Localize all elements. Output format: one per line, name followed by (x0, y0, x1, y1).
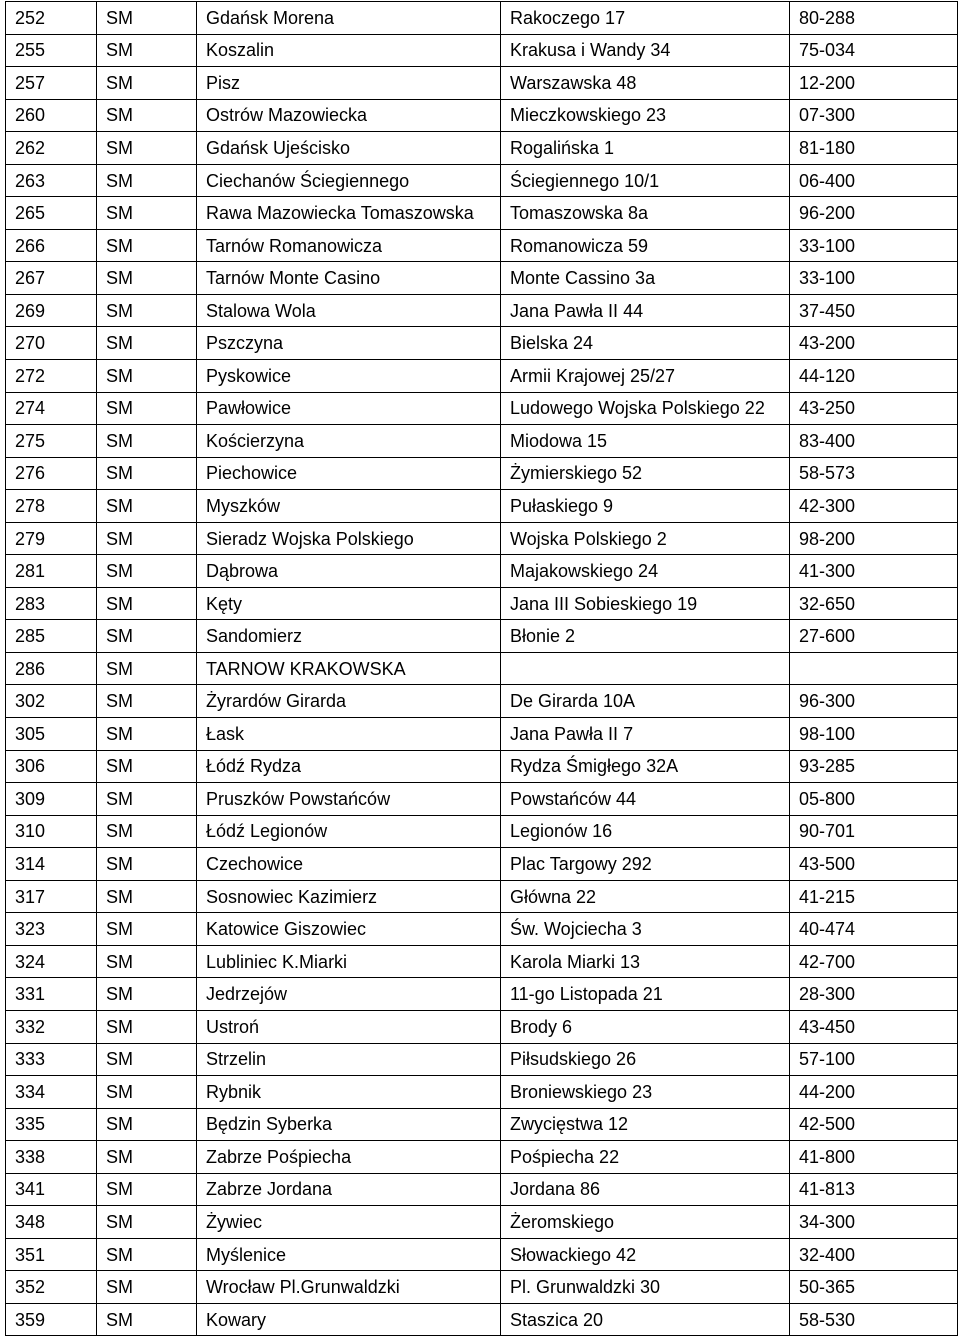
table-row (6, 913, 958, 946)
store-address-cell: Pośpiecha 22 (501, 1141, 790, 1174)
postal-code-cell: 83-400 (790, 425, 958, 458)
store-name-cell: Myszków (197, 490, 501, 523)
table-row (6, 522, 958, 555)
table-row (6, 587, 958, 620)
table-row (6, 457, 958, 490)
postal-code-cell: 41-800 (790, 1141, 958, 1174)
store-address-cell: Żeromskiego (501, 1206, 790, 1239)
store-id-cell: 279 (6, 522, 97, 555)
postal-code-cell: 37-450 (790, 294, 958, 327)
table-row (6, 229, 958, 262)
postal-code-cell: 93-285 (790, 750, 958, 783)
postal-code-cell: 05-800 (790, 783, 958, 816)
store-name-cell: Pawłowice (197, 392, 501, 425)
store-address-cell: Brody 6 (501, 1010, 790, 1043)
store-id-cell: 262 (6, 132, 97, 165)
store-type-cell: SM (97, 945, 197, 978)
postal-code-cell: 42-300 (790, 490, 958, 523)
store-name-cell: Sandomierz (197, 620, 501, 653)
store-id-cell: 255 (6, 34, 97, 67)
table-row (6, 360, 958, 393)
store-address-cell: Broniewskiego 23 (501, 1076, 790, 1109)
store-name-cell: Ostrów Mazowiecka (197, 99, 501, 132)
store-address-cell: Powstańców 44 (501, 783, 790, 816)
store-address-cell: Główna 22 (501, 880, 790, 913)
store-name-cell: Myślenice (197, 1238, 501, 1271)
postal-code-cell: 58-530 (790, 1303, 958, 1336)
store-id-cell: 305 (6, 718, 97, 751)
store-id-cell: 310 (6, 815, 97, 848)
store-type-cell: SM (97, 490, 197, 523)
store-id-cell: 338 (6, 1141, 97, 1174)
store-id-cell: 265 (6, 197, 97, 230)
store-address-cell: Tomaszowska 8a (501, 197, 790, 230)
postal-code-cell: 96-200 (790, 197, 958, 230)
store-type-cell: SM (97, 848, 197, 881)
store-id-cell: 348 (6, 1206, 97, 1239)
store-address-cell: Jana III Sobieskiego 19 (501, 587, 790, 620)
store-id-cell: 306 (6, 750, 97, 783)
store-id-cell: 272 (6, 360, 97, 393)
store-type-cell: SM (97, 783, 197, 816)
store-address-cell: De Girarda 10A (501, 685, 790, 718)
store-name-cell: Kowary (197, 1303, 501, 1336)
store-address-cell: Wojska Polskiego 2 (501, 522, 790, 555)
store-type-cell: SM (97, 718, 197, 751)
table-row (6, 880, 958, 913)
store-name-cell: Łódź Legionów (197, 815, 501, 848)
store-address-cell: Warszawska 48 (501, 67, 790, 100)
store-name-cell: Tarnów Romanowicza (197, 229, 501, 262)
postal-code-cell: 58-573 (790, 457, 958, 490)
table-row (6, 34, 958, 67)
store-table-body (6, 2, 958, 1336)
table-row (6, 1238, 958, 1271)
store-name-cell: Żywiec (197, 1206, 501, 1239)
store-address-cell: Karola Miarki 13 (501, 945, 790, 978)
store-address-cell: Armii Krajowej 25/27 (501, 360, 790, 393)
store-address-cell: Plac Targowy 292 (501, 848, 790, 881)
store-id-cell: 351 (6, 1238, 97, 1271)
table-row (6, 718, 958, 751)
store-address-cell: Legionów 16 (501, 815, 790, 848)
table-row (6, 848, 958, 881)
postal-code-cell: 32-650 (790, 587, 958, 620)
table-row (6, 327, 958, 360)
store-id-cell: 283 (6, 587, 97, 620)
table-row (6, 294, 958, 327)
table-row (6, 555, 958, 588)
postal-code-cell: 27-600 (790, 620, 958, 653)
store-type-cell: SM (97, 164, 197, 197)
store-id-cell: 341 (6, 1173, 97, 1206)
store-type-cell: SM (97, 815, 197, 848)
postal-code-cell (790, 652, 958, 685)
table-row (6, 620, 958, 653)
store-type-cell: SM (97, 99, 197, 132)
store-type-cell: SM (97, 1206, 197, 1239)
store-type-cell: SM (97, 522, 197, 555)
store-table (5, 1, 958, 1336)
store-id-cell: 333 (6, 1043, 97, 1076)
table-row (6, 783, 958, 816)
store-type-cell: SM (97, 913, 197, 946)
postal-code-cell: 32-400 (790, 1238, 958, 1271)
store-type-cell: SM (97, 1010, 197, 1043)
postal-code-cell: 41-813 (790, 1173, 958, 1206)
store-id-cell: 278 (6, 490, 97, 523)
table-row (6, 1076, 958, 1109)
store-type-cell: SM (97, 1043, 197, 1076)
table-row (6, 262, 958, 295)
store-name-cell: Pszczyna (197, 327, 501, 360)
table-row (6, 67, 958, 100)
table-row (6, 197, 958, 230)
store-type-cell: SM (97, 392, 197, 425)
store-address-cell: Jana Pawła II 7 (501, 718, 790, 751)
table-row (6, 1303, 958, 1336)
postal-code-cell: 42-700 (790, 945, 958, 978)
store-id-cell: 309 (6, 783, 97, 816)
store-type-cell: SM (97, 1238, 197, 1271)
store-id-cell: 352 (6, 1271, 97, 1304)
store-address-cell: Krakusa i Wandy 34 (501, 34, 790, 67)
postal-code-cell: 43-450 (790, 1010, 958, 1043)
store-id-cell: 324 (6, 945, 97, 978)
store-name-cell: Łask (197, 718, 501, 751)
store-name-cell: Łódź Rydza (197, 750, 501, 783)
store-name-cell: TARNOW KRAKOWSKA (197, 652, 501, 685)
postal-code-cell: 90-701 (790, 815, 958, 848)
store-id-cell: 302 (6, 685, 97, 718)
store-name-cell: Będzin Syberka (197, 1108, 501, 1141)
postal-code-cell: 81-180 (790, 132, 958, 165)
table-row (6, 132, 958, 165)
store-type-cell: SM (97, 327, 197, 360)
store-type-cell: SM (97, 1303, 197, 1336)
store-address-cell: Bielska 24 (501, 327, 790, 360)
store-name-cell: Kęty (197, 587, 501, 620)
postal-code-cell: 06-400 (790, 164, 958, 197)
table-row (6, 1206, 958, 1239)
store-name-cell: Lubliniec K.Miarki (197, 945, 501, 978)
table-row (6, 652, 958, 685)
store-address-cell: Staszica 20 (501, 1303, 790, 1336)
store-id-cell: 274 (6, 392, 97, 425)
store-type-cell: SM (97, 978, 197, 1011)
table-row (6, 1010, 958, 1043)
table-row (6, 750, 958, 783)
table-row (6, 99, 958, 132)
store-type-cell: SM (97, 197, 197, 230)
table-row (6, 392, 958, 425)
store-name-cell: Pruszków Powstańców (197, 783, 501, 816)
table-row (6, 1271, 958, 1304)
postal-code-cell: 98-100 (790, 718, 958, 751)
store-type-cell: SM (97, 132, 197, 165)
store-address-cell: Św. Wojciecha 3 (501, 913, 790, 946)
store-type-cell: SM (97, 555, 197, 588)
store-type-cell: SM (97, 750, 197, 783)
postal-code-cell: 33-100 (790, 262, 958, 295)
postal-code-cell: 40-474 (790, 913, 958, 946)
store-type-cell: SM (97, 262, 197, 295)
table-row (6, 2, 958, 35)
postal-code-cell: 50-365 (790, 1271, 958, 1304)
store-address-cell: Romanowicza 59 (501, 229, 790, 262)
store-id-cell: 334 (6, 1076, 97, 1109)
store-type-cell: SM (97, 34, 197, 67)
store-id-cell: 286 (6, 652, 97, 685)
store-address-cell: Rakoczego 17 (501, 2, 790, 35)
postal-code-cell: 43-500 (790, 848, 958, 881)
store-address-cell: Ludowego Wojska Polskiego 22 (501, 392, 790, 425)
store-name-cell: Gdańsk Morena (197, 2, 501, 35)
table-row (6, 978, 958, 1011)
store-type-cell: SM (97, 620, 197, 653)
postal-code-cell: 07-300 (790, 99, 958, 132)
store-address-cell: Ściegiennego 10/1 (501, 164, 790, 197)
store-address-cell: Piłsudskiego 26 (501, 1043, 790, 1076)
store-name-cell: Sieradz Wojska Polskiego (197, 522, 501, 555)
store-address-cell (501, 652, 790, 685)
table-row (6, 1108, 958, 1141)
store-id-cell: 323 (6, 913, 97, 946)
postal-code-cell: 44-200 (790, 1076, 958, 1109)
store-type-cell: SM (97, 229, 197, 262)
postal-code-cell: 28-300 (790, 978, 958, 1011)
store-name-cell: Katowice Giszowiec (197, 913, 501, 946)
postal-code-cell: 42-500 (790, 1108, 958, 1141)
store-type-cell: SM (97, 880, 197, 913)
store-address-cell: Błonie 2 (501, 620, 790, 653)
store-type-cell: SM (97, 425, 197, 458)
store-id-cell: 359 (6, 1303, 97, 1336)
store-name-cell: Piechowice (197, 457, 501, 490)
store-type-cell: SM (97, 1108, 197, 1141)
postal-code-cell: 43-250 (790, 392, 958, 425)
store-type-cell: SM (97, 685, 197, 718)
table-row (6, 425, 958, 458)
store-address-cell: Pułaskiego 9 (501, 490, 790, 523)
store-name-cell: Zabrze Pośpiecha (197, 1141, 501, 1174)
store-id-cell: 285 (6, 620, 97, 653)
store-type-cell: SM (97, 2, 197, 35)
store-type-cell: SM (97, 67, 197, 100)
store-id-cell: 281 (6, 555, 97, 588)
store-address-cell: Żymierskiego 52 (501, 457, 790, 490)
store-address-cell: Majakowskiego 24 (501, 555, 790, 588)
store-name-cell: Rawa Mazowiecka Tomaszowska (197, 197, 501, 230)
store-address-cell: Miodowa 15 (501, 425, 790, 458)
store-type-cell: SM (97, 1173, 197, 1206)
store-address-cell: Zwycięstwa 12 (501, 1108, 790, 1141)
table-row (6, 945, 958, 978)
store-name-cell: Kościerzyna (197, 425, 501, 458)
postal-code-cell: 44-120 (790, 360, 958, 393)
store-id-cell: 263 (6, 164, 97, 197)
store-name-cell: Żyrardów Girarda (197, 685, 501, 718)
store-name-cell: Zabrze Jordana (197, 1173, 501, 1206)
store-type-cell: SM (97, 652, 197, 685)
store-id-cell: 317 (6, 880, 97, 913)
store-id-cell: 252 (6, 2, 97, 35)
store-address-cell: Jana Pawła II 44 (501, 294, 790, 327)
store-type-cell: SM (97, 587, 197, 620)
store-name-cell: Ciechanów Ściegiennego (197, 164, 501, 197)
store-id-cell: 335 (6, 1108, 97, 1141)
store-address-cell: 11-go Listopada 21 (501, 978, 790, 1011)
postal-code-cell: 12-200 (790, 67, 958, 100)
store-name-cell: Pisz (197, 67, 501, 100)
store-id-cell: 331 (6, 978, 97, 1011)
store-id-cell: 260 (6, 99, 97, 132)
store-id-cell: 266 (6, 229, 97, 262)
store-name-cell: Czechowice (197, 848, 501, 881)
store-address-cell: Pl. Grunwaldzki 30 (501, 1271, 790, 1304)
store-type-cell: SM (97, 360, 197, 393)
table-row (6, 1173, 958, 1206)
table-row (6, 490, 958, 523)
table-row (6, 815, 958, 848)
store-address-cell: Rogalińska 1 (501, 132, 790, 165)
table-row (6, 1141, 958, 1174)
store-address-cell: Słowackiego 42 (501, 1238, 790, 1271)
store-name-cell: Rybnik (197, 1076, 501, 1109)
store-name-cell: Wrocław Pl.Grunwaldzki (197, 1271, 501, 1304)
store-name-cell: Strzelin (197, 1043, 501, 1076)
postal-code-cell: 33-100 (790, 229, 958, 262)
postal-code-cell: 57-100 (790, 1043, 958, 1076)
store-id-cell: 270 (6, 327, 97, 360)
store-address-cell: Jordana 86 (501, 1173, 790, 1206)
postal-code-cell: 96-300 (790, 685, 958, 718)
store-type-cell: SM (97, 457, 197, 490)
store-id-cell: 276 (6, 457, 97, 490)
store-type-cell: SM (97, 1271, 197, 1304)
store-name-cell: Dąbrowa (197, 555, 501, 588)
store-name-cell: Tarnów Monte Casino (197, 262, 501, 295)
store-name-cell: Pyskowice (197, 360, 501, 393)
postal-code-cell: 34-300 (790, 1206, 958, 1239)
postal-code-cell: 98-200 (790, 522, 958, 555)
postal-code-cell: 41-300 (790, 555, 958, 588)
postal-code-cell: 75-034 (790, 34, 958, 67)
store-name-cell: Gdańsk Ujeścisko (197, 132, 501, 165)
store-id-cell: 257 (6, 67, 97, 100)
postal-code-cell: 41-215 (790, 880, 958, 913)
table-row (6, 164, 958, 197)
store-address-cell: Mieczkowskiego 23 (501, 99, 790, 132)
store-id-cell: 332 (6, 1010, 97, 1043)
store-address-cell: Rydza Śmigłego 32A (501, 750, 790, 783)
store-id-cell: 314 (6, 848, 97, 881)
table-row (6, 685, 958, 718)
postal-code-cell: 43-200 (790, 327, 958, 360)
store-type-cell: SM (97, 1141, 197, 1174)
store-type-cell: SM (97, 294, 197, 327)
store-name-cell: Koszalin (197, 34, 501, 67)
store-id-cell: 275 (6, 425, 97, 458)
table-row (6, 1043, 958, 1076)
store-id-cell: 269 (6, 294, 97, 327)
store-name-cell: Stalowa Wola (197, 294, 501, 327)
store-type-cell: SM (97, 1076, 197, 1109)
postal-code-cell: 80-288 (790, 2, 958, 35)
store-name-cell: Jedrzejów (197, 978, 501, 1011)
store-id-cell: 267 (6, 262, 97, 295)
store-address-cell: Monte Cassino 3a (501, 262, 790, 295)
store-name-cell: Ustroń (197, 1010, 501, 1043)
store-name-cell: Sosnowiec Kazimierz (197, 880, 501, 913)
